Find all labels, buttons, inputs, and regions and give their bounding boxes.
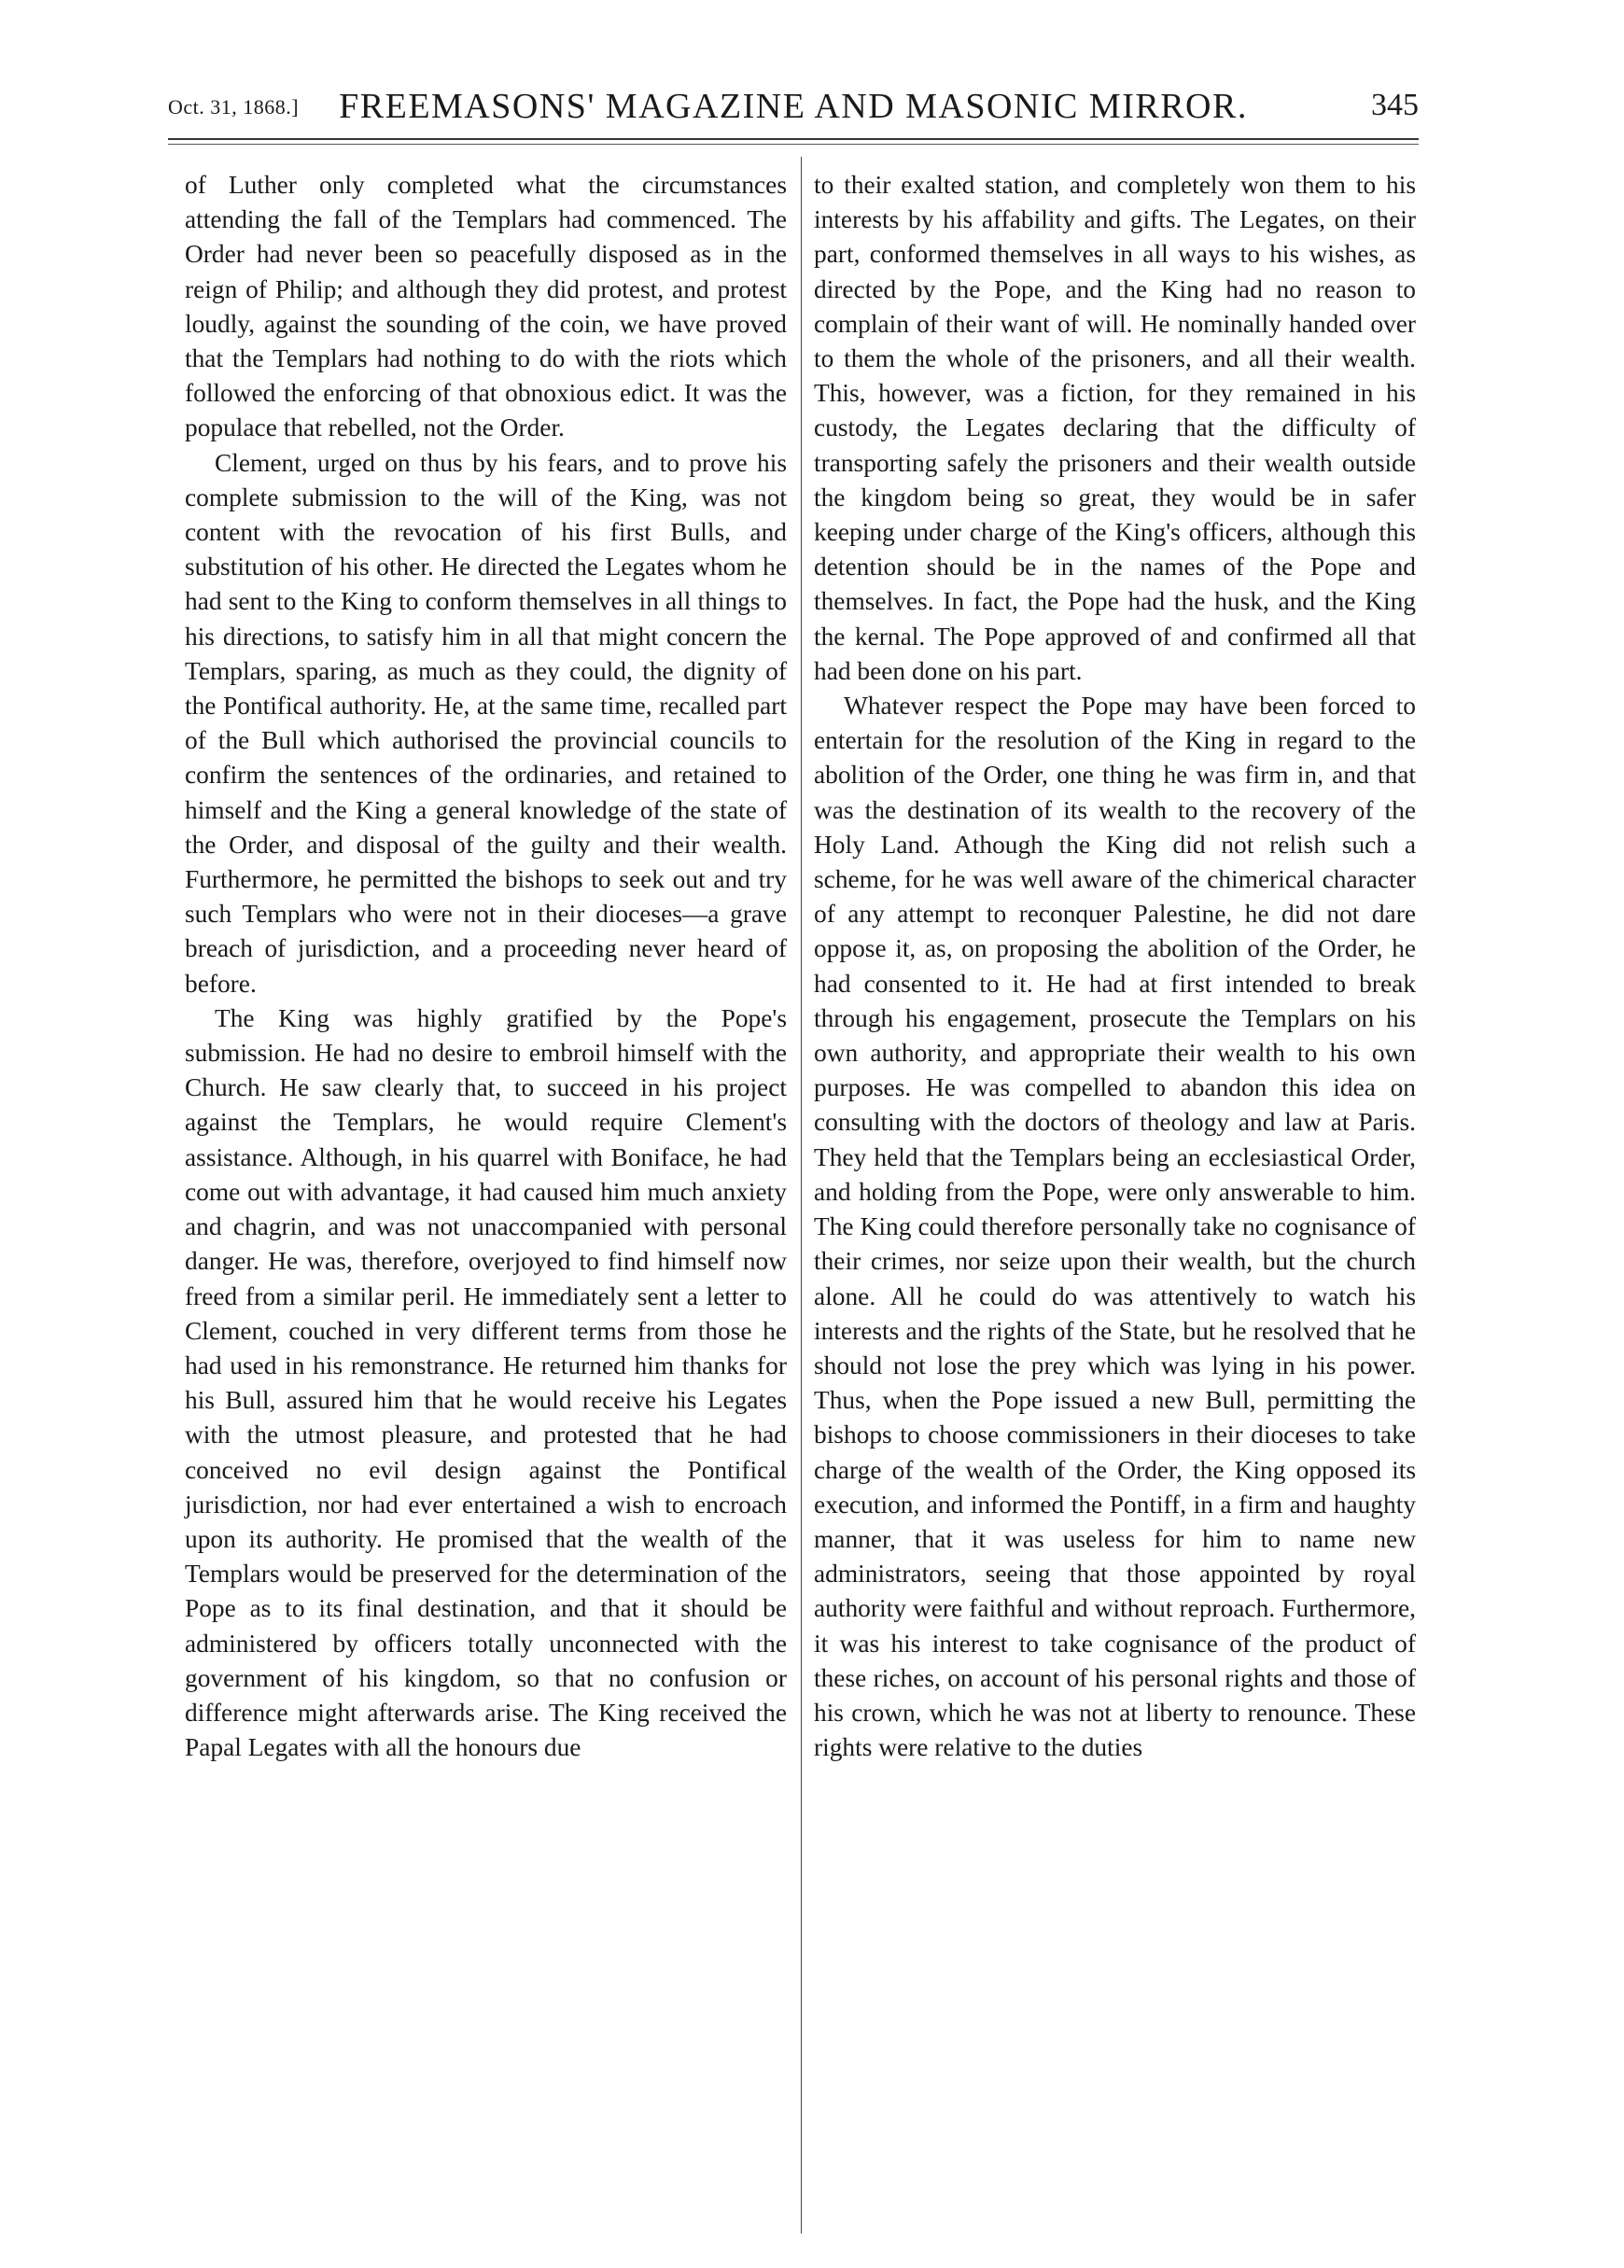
page-number: 345 bbox=[1371, 88, 1419, 122]
right-column bbox=[814, 168, 1416, 1765]
column-divider bbox=[801, 157, 802, 2233]
paragraph: The King was highly gratified by the Pope's submission. He had no desire to embroil himself with the Church. He saw clearly that, to succeed in his project against the Templars, he would require Clement's assistance. Although, in his quarrel with Boniface, he had come out with advantage, it had caused him much anxiety and chagrin, and was not unaccompanied with personal danger. He was, therefore, overjoyed to find himself now freed from a similar peril. He immediately sent a letter to Clement, couched in very different terms from those he had used in his remonstrance. He returned him thanks for his Bull, assured him that he would receive his Legates with the utmost pleasure, and protested that he had conceived no evil design against the Pontifical jurisdiction, nor had ever entertained a wish to encroach upon its authority. He promised that the wealth of the Templars would be preserved for the determination of the Pope as to its final destination, and that it should be administered by officers totally unconnected with the government of his kingdom, so that no confusion or difference might afterwards arise. The King received the Papal Legates with all the honours due bbox=[185, 1003, 787, 1762]
paragraph: of Luther only completed what the circumstances attending the fall of the Templars had commenced. The Order had never been so peacefully disposed as in the reign of Philip; and although they did protest, and protest loudly, against the sounding of the coin, we have proved that the Templars had nothing to do with the riots which followed the enforcing of that obnoxious edict. It was the populace that rebelled, not the Order. bbox=[185, 171, 787, 442]
issue-date: Oct. 31, 1868.] bbox=[168, 95, 300, 119]
header-rule-bottom bbox=[168, 144, 1419, 145]
page-header bbox=[168, 86, 1419, 133]
paragraph: to their exalted station, and completely won them to his interests by his affability and gifts. The Legates, on their part, conformed themselves in all ways to his wishes, as directed by the Pope, and the King had no reason to complain of their want of will. He nominally handed over to them the whole of the prisoners, and all their wealth. This, however, was a fiction, for they remained in his custody, the Legates declaring that the difficulty of transporting safely the prisoners and their wealth outside the kingdom being so great, they would be in safer keeping under charge of the King's officers, although this detention should be in the names of the Pope and themselves. In fact, the Pope had the husk, and the King the kernal. The Pope approved of and confirmed all that had been done on his part. bbox=[814, 171, 1416, 685]
paragraph: Whatever respect the Pope may have been forced to entertain for the resolution of the King in regard to the abolition of the Order, one thing he was firm in, and that was the destination of its wealth to the recovery of the Holy Land. Athough the King did not relish such a scheme, for he was well aware of the chimerical character of any attempt to reconquer Palestine, he did not dare oppose it, as, on proposing the abolition of the Order, he had consented to it. He had at first intended to break through his engagement, prosecute the Templars on his own authority, and appropriate their wealth to his own purposes. He was compelled to abandon this idea on consulting with the doctors of theology and law at Paris. They held that the Templars being an ecclesiastical Order, and holding from the Pope, were only answerable to him. The King could therefore personally take no cognisance of their crimes, nor seize upon their wealth, but the church alone. All he could do was attentively to watch his interests and the rights of the State, but he resolved that he should not lose the prey which was lying in his power. Thus, when the Pope issued a new Bull, permitting the bishops to choose commissioners in their dioceses to take charge of the wealth of the Order, the King opposed its execution, and informed the Pontiff, in a firm and haughty manner, that it was useless for him to name new administrators, seeing that those appointed by royal authority were faithful and without reproach. Furthermore, it was his interest to take cognisance of the product of these riches, on account of his personal rights and those of his crown, which he was not at liberty to renounce. These rights were relative to the duties bbox=[814, 692, 1416, 1762]
magazine-title: FREEMASONS' MAGAZINE AND MASONIC MIRROR. bbox=[339, 87, 1248, 126]
paragraph: Clement, urged on thus by his fears, and to prove his complete submission to the will of the King, was not content with the revocation of his first Bulls, and substitution of his other. He directed the Legates whom he had sent to the King to conform themselves in all things to his directions, to satisfy him in all that might concern the Templars, sparing, as much as they could, the dignity of the Pontifical authority. He, at the same time, recalled part of the Bull which authorised the provincial councils to confirm the sentences of the ordinaries, and retained to himself and the King a general knowledge of the state of the Order, and disposal of the guilty and their wealth. Furthermore, he permitted the bishops to seek out and try such Templars who were not in their dioceses—a grave breach of jurisdiction, and a proceeding never heard of before. bbox=[185, 448, 787, 998]
header-rule-top bbox=[168, 138, 1419, 140]
left-column bbox=[185, 168, 787, 1765]
